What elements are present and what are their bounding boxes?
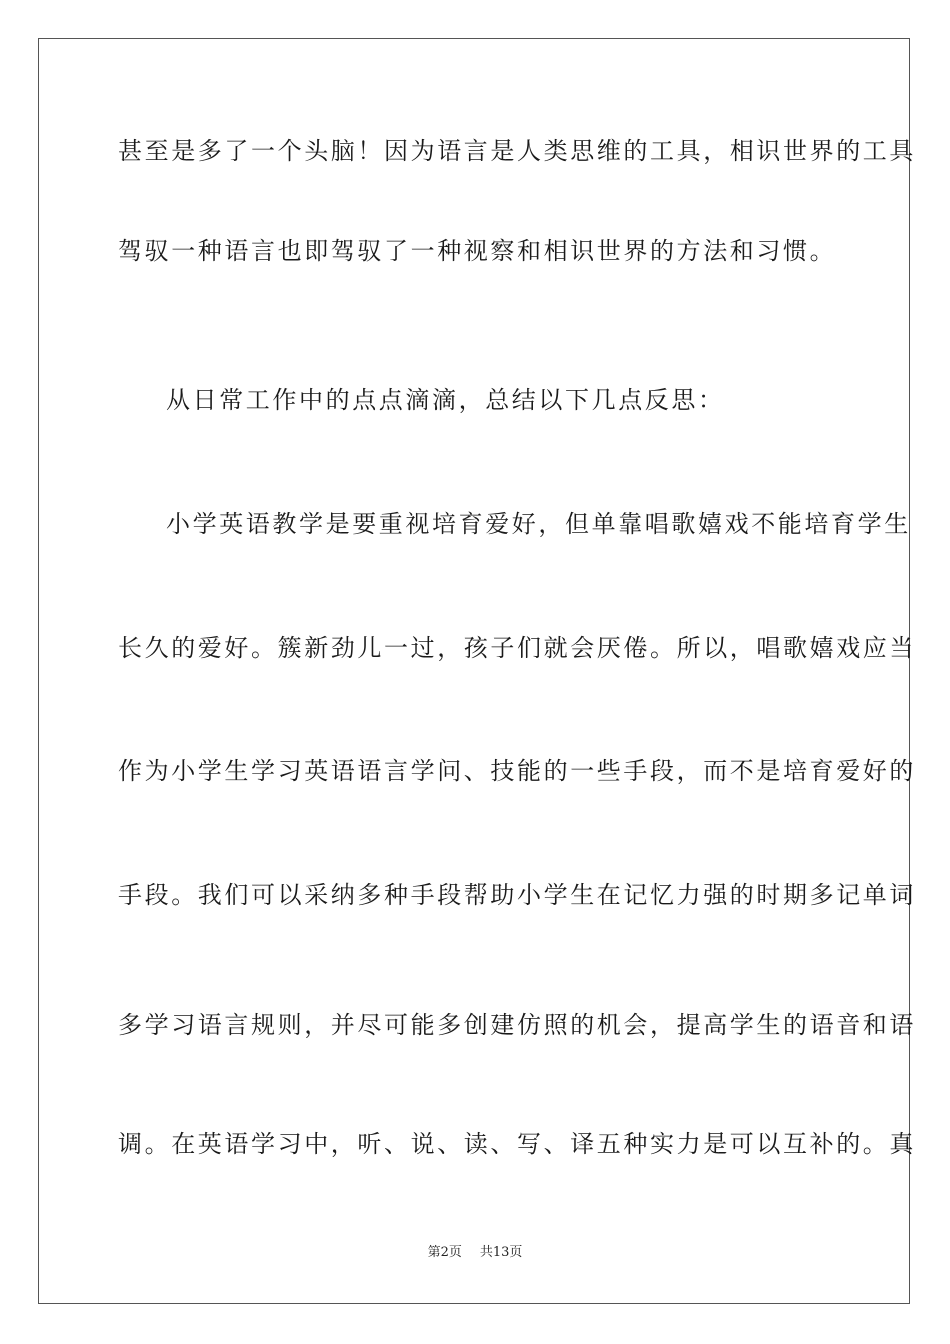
text-line-4: 小学英语教学是要重视培育爱好，但单靠唱歌嬉戏不能培育学生 <box>166 510 911 538</box>
text-line-3: 从日常工作中的点点滴滴，总结以下几点反思： <box>166 386 725 414</box>
text-line-1: 甚至是多了一个头脑！因为语言是人类思维的工具，相识世界的工具 <box>118 137 916 165</box>
page-number: 第2页 <box>427 1245 462 1260</box>
text-line-2: 驾驭一种语言也即驾驭了一种视察和相识世界的方法和习惯。 <box>118 237 837 265</box>
text-line-7: 手段。我们可以采纳多种手段帮助小学生在记忆力强的时期多记单词 <box>118 881 916 909</box>
text-line-6: 作为小学生学习英语语言学问、技能的一些手段，而不是培育爱好的 <box>118 757 916 785</box>
text-line-5: 长久的爱好。簇新劲儿一过，孩子们就会厌倦。所以，唱歌嬉戏应当 <box>118 634 916 662</box>
text-line-8: 多学习语言规则，并尽可能多创建仿照的机会，提高学生的语音和语 <box>118 1011 916 1039</box>
page-frame <box>38 38 916 1304</box>
text-line-9: 调。在英语学习中，听、说、读、写、译五种实力是可以互补的。真 <box>118 1130 916 1158</box>
page-total: 共13页 <box>479 1245 523 1260</box>
page-footer <box>0 1244 950 1262</box>
